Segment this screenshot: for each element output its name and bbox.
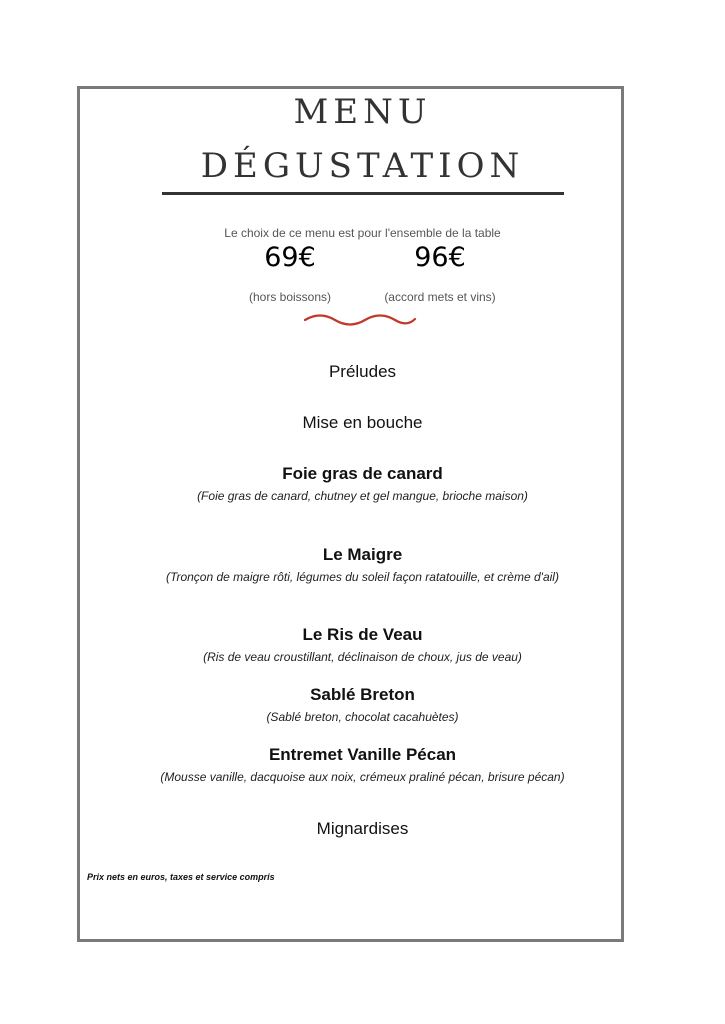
table-choice-note: Le choix de ce menu est pour l'ensemble de la table bbox=[224, 226, 501, 240]
dish-name: Foie gras de canard bbox=[282, 464, 443, 483]
menu-title-line2: DÉGUSTATION bbox=[200, 146, 525, 186]
course-amuse-bouche: Mise en bouche bbox=[302, 413, 423, 432]
price-without-drinks-label: (hors boissons) bbox=[248, 290, 332, 304]
dish-description: (Tronçon de maigre rôti, légumes du soleil façon ratatouille, et crème d'ail) bbox=[166, 570, 559, 584]
price-footnote: Prix nets en euros, taxes et service compris bbox=[87, 872, 275, 882]
dish-description: (Ris de veau croustillant, déclinaison de choux, jus de veau) bbox=[203, 650, 522, 664]
price-wine-pairing-label: (accord mets et vins) bbox=[384, 290, 496, 304]
price-without-drinks: 69€ bbox=[264, 242, 316, 273]
dish-description: (Sablé breton, chocolat cacahuètes) bbox=[266, 710, 459, 724]
dish-description: (Foie gras de canard, chutney et gel mangue, brioche maison) bbox=[197, 489, 528, 503]
dish-description: (Mousse vanille, dacquoise aux noix, crémeux praliné pécan, brisure pécan) bbox=[160, 770, 565, 784]
price-wine-pairing: 96€ bbox=[414, 242, 466, 273]
menu-title-line1: MENU bbox=[293, 92, 432, 132]
course-mignardises: Mignardises bbox=[316, 819, 409, 838]
dish-name: Entremet Vanille Pécan bbox=[268, 745, 457, 764]
course-preludes: Préludes bbox=[328, 362, 397, 381]
dish-name: Le Ris de Veau bbox=[302, 625, 423, 644]
dish-name: Le Maigre bbox=[322, 545, 403, 564]
menu-frame bbox=[77, 86, 624, 942]
title-divider bbox=[162, 192, 564, 195]
decorative-squiggle-icon bbox=[303, 311, 417, 327]
dish-name: Sablé Breton bbox=[310, 685, 415, 704]
